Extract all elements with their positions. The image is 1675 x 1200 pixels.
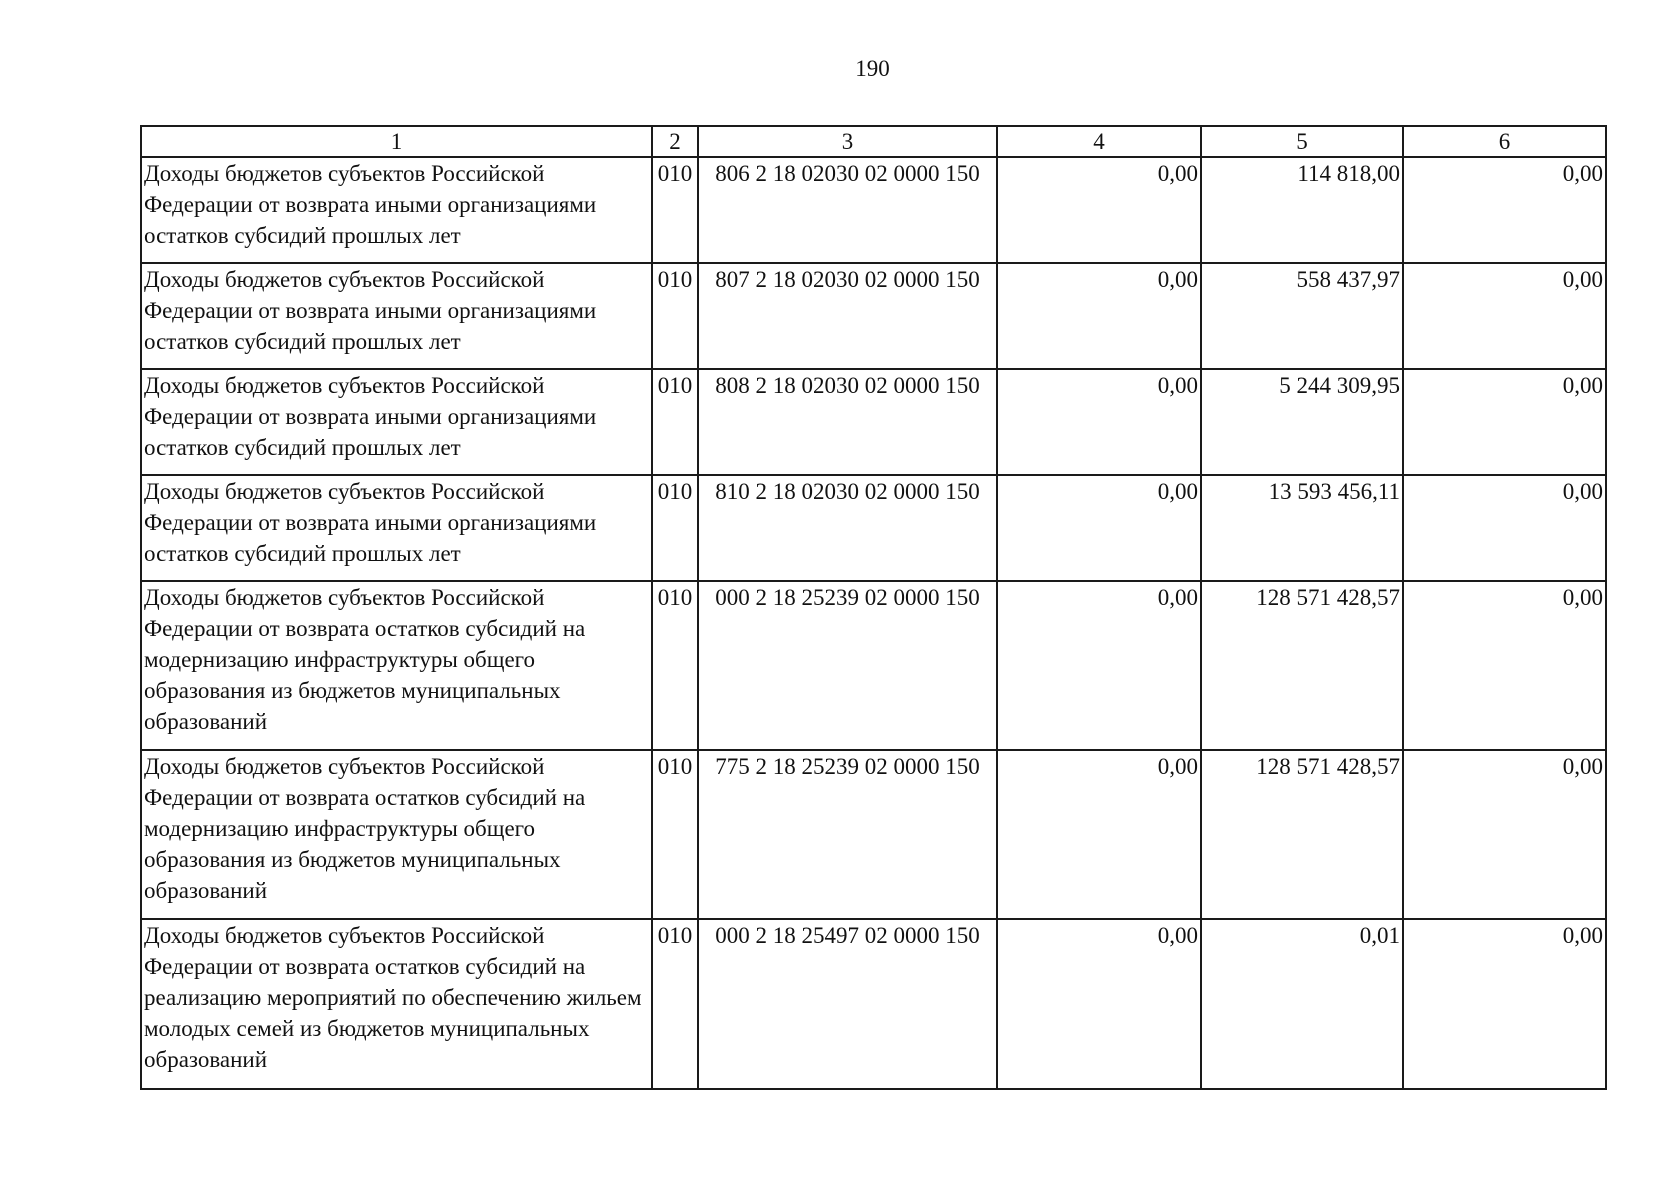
line-code-cell: 010 bbox=[652, 263, 698, 369]
revenue-name-cell: Доходы бюджетов субъектов Российской Федерации от возврата иными организациями остатков субсидий прошлых лет bbox=[141, 263, 652, 369]
budget-code-cell: 806 2 18 02030 02 0000 150 bbox=[698, 157, 997, 263]
column-6-value: 0,00 bbox=[1403, 369, 1606, 475]
column-5-value: 114 818,00 bbox=[1201, 157, 1403, 263]
page-number: 190 bbox=[855, 56, 890, 81]
budget-code-cell: 807 2 18 02030 02 0000 150 bbox=[698, 263, 997, 369]
column-4-value: 0,00 bbox=[997, 369, 1201, 475]
column-4-value: 0,00 bbox=[997, 263, 1201, 369]
budget-table bbox=[140, 125, 1607, 1090]
column-6-value: 0,00 bbox=[1403, 919, 1606, 1089]
column-5-value: 5 244 309,95 bbox=[1201, 369, 1403, 475]
budget-code-cell: 000 2 18 25497 02 0000 150 bbox=[698, 919, 997, 1089]
column-5-value: 13 593 456,11 bbox=[1201, 475, 1403, 581]
column-header: 1 bbox=[141, 126, 652, 157]
line-code-cell: 010 bbox=[652, 581, 698, 750]
table-row bbox=[141, 157, 1606, 263]
column-5-value: 558 437,97 bbox=[1201, 263, 1403, 369]
column-4-value: 0,00 bbox=[997, 581, 1201, 750]
budget-code-cell: 775 2 18 25239 02 0000 150 bbox=[698, 750, 997, 919]
column-header: 2 bbox=[652, 126, 698, 157]
line-code-cell: 010 bbox=[652, 750, 698, 919]
column-header: 6 bbox=[1403, 126, 1606, 157]
table-row bbox=[141, 369, 1606, 475]
column-6-value: 0,00 bbox=[1403, 750, 1606, 919]
column-6-value: 0,00 bbox=[1403, 263, 1606, 369]
column-6-value: 0,00 bbox=[1403, 581, 1606, 750]
revenue-name-cell: Доходы бюджетов субъектов Российской Федерации от возврата остатков субсидий на модернизацию инфраструктуры общего образования из бюджетов муниципальных образований bbox=[141, 750, 652, 919]
revenue-name-cell: Доходы бюджетов субъектов Российской Федерации от возврата иными организациями остатков субсидий прошлых лет bbox=[141, 157, 652, 263]
table-row bbox=[141, 475, 1606, 581]
column-header: 4 bbox=[997, 126, 1201, 157]
line-code-cell: 010 bbox=[652, 369, 698, 475]
line-code-cell: 010 bbox=[652, 157, 698, 263]
budget-code-cell: 808 2 18 02030 02 0000 150 bbox=[698, 369, 997, 475]
column-4-value: 0,00 bbox=[997, 157, 1201, 263]
column-6-value: 0,00 bbox=[1403, 475, 1606, 581]
table-row bbox=[141, 919, 1606, 1089]
line-code-cell: 010 bbox=[652, 475, 698, 581]
column-5-value: 128 571 428,57 bbox=[1201, 581, 1403, 750]
column-4-value: 0,00 bbox=[997, 475, 1201, 581]
revenue-name-cell: Доходы бюджетов субъектов Российской Федерации от возврата остатков субсидий на реализацию мероприятий по обеспечению жильем молодых семей из бюджетов муниципальных образований bbox=[141, 919, 652, 1089]
budget-code-cell: 000 2 18 25239 02 0000 150 bbox=[698, 581, 997, 750]
table-row bbox=[141, 750, 1606, 919]
column-5-value: 128 571 428,57 bbox=[1201, 750, 1403, 919]
table-row bbox=[141, 263, 1606, 369]
column-4-value: 0,00 bbox=[997, 919, 1201, 1089]
table-row bbox=[141, 581, 1606, 750]
column-5-value: 0,01 bbox=[1201, 919, 1403, 1089]
column-4-value: 0,00 bbox=[997, 750, 1201, 919]
column-header: 5 bbox=[1201, 126, 1403, 157]
line-code-cell: 010 bbox=[652, 919, 698, 1089]
budget-code-cell: 810 2 18 02030 02 0000 150 bbox=[698, 475, 997, 581]
revenue-name-cell: Доходы бюджетов субъектов Российской Федерации от возврата иными организациями остатков субсидий прошлых лет bbox=[141, 369, 652, 475]
column-6-value: 0,00 bbox=[1403, 157, 1606, 263]
revenue-name-cell: Доходы бюджетов субъектов Российской Федерации от возврата остатков субсидий на модернизацию инфраструктуры общего образования из бюджетов муниципальных образований bbox=[141, 581, 652, 750]
revenue-name-cell: Доходы бюджетов субъектов Российской Федерации от возврата иными организациями остатков субсидий прошлых лет bbox=[141, 475, 652, 581]
column-header: 3 bbox=[698, 126, 997, 157]
table-header-row bbox=[141, 126, 1606, 157]
